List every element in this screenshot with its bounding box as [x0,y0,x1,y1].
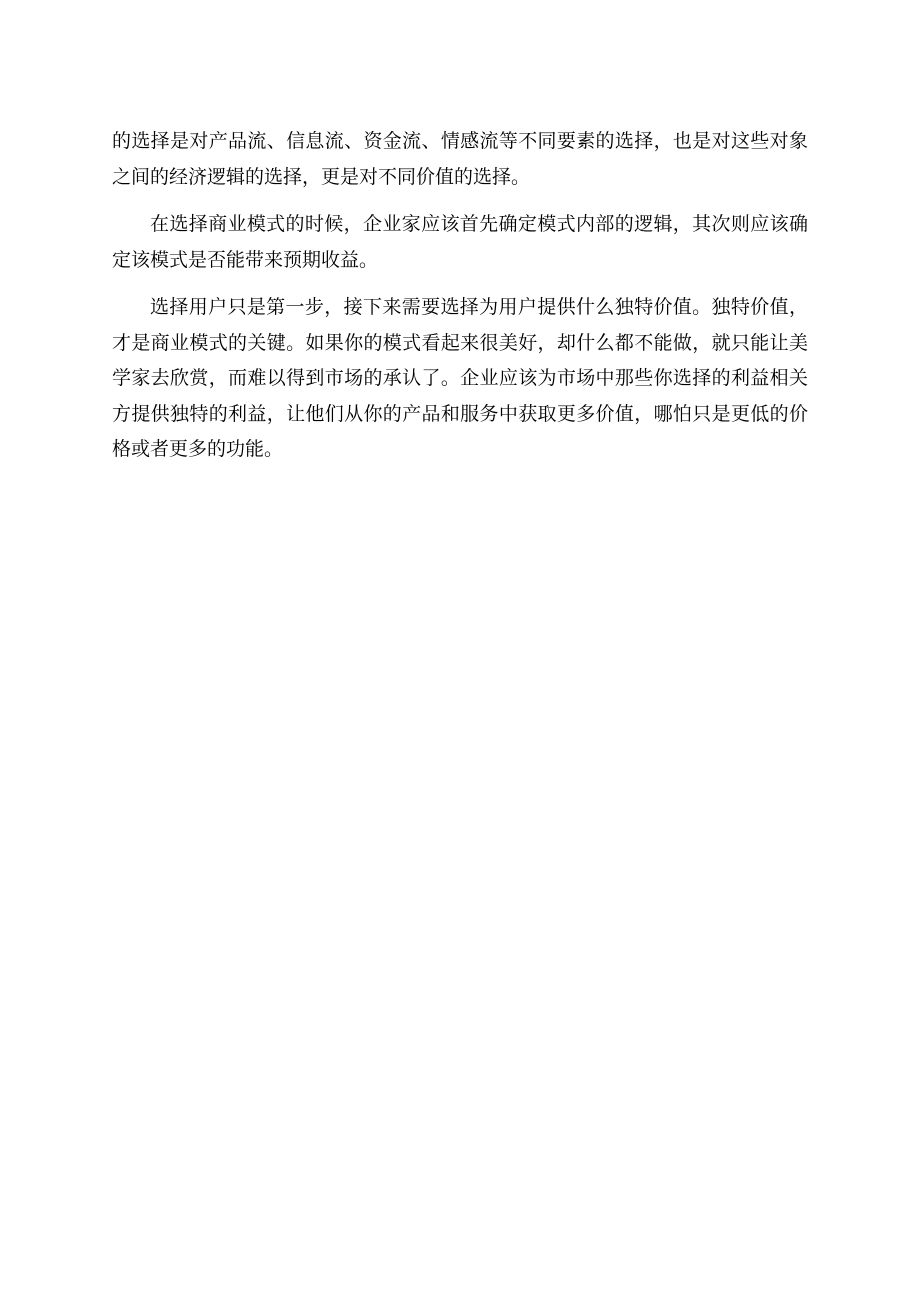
document-body [112,124,808,480]
paragraph-continuation: 的选择是对产品流、信息流、资金流、情感流等不同要素的选择，也是对这些对象之间的经济逻辑的选择，更是对不同价值的选择。 [112,130,808,188]
paragraph-business-model-choice: 在选择商业模式的时候，企业家应该首先确定模式内部的逻辑，其次则应该确定该模式是否能带来预期收益。 [112,213,808,271]
paragraph-unique-value: 选择用户只是第一步，接下来需要选择为用户提供什么独特价值。独特价值，才是商业模式的关键。如果你的模式看起来很美好，却什么都不能做，就只能让美学家去欣赏，而难以得到市场的承认了。企业应该为市场中那些你选择的利益相关方提供独特的利益，让他们从你的产品和服务中获取更多价值，哪怕只是更低的价格或者更多的功能。 [112,296,808,460]
